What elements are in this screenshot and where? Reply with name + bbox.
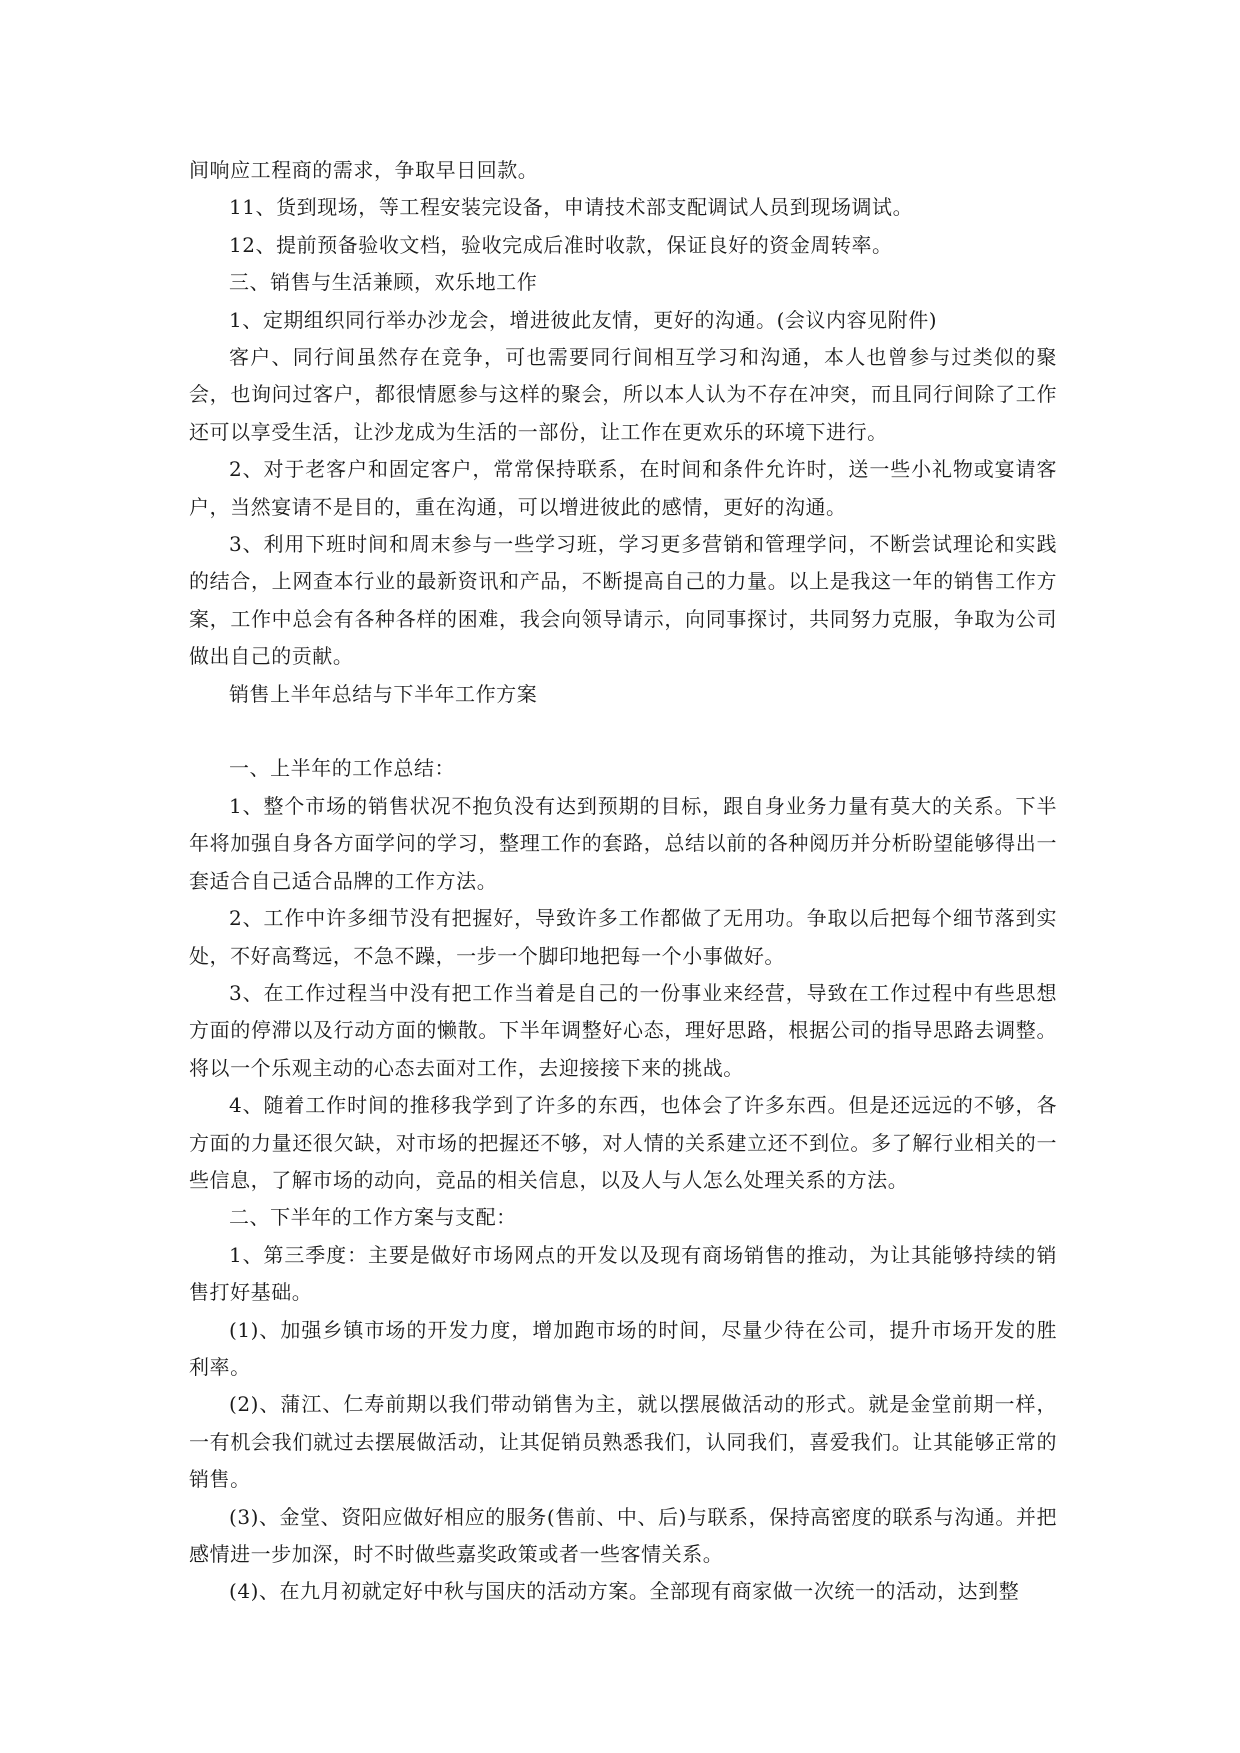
paragraph: 11、货到现场，等工程安装完设备，申请技术部支配调试人员到现场调试。 (229, 195, 914, 220)
section-heading: 一、上半年的工作总结： (229, 756, 456, 781)
paragraph: 3、在工作过程当中没有把工作当着是自己的一份事业来经营，导致在工作过程中有些思想方面的停滞以及行动方面的懒散。下半年调整好心态，理好思路，根据公司的指导思路去调整。将以一个乐观主动的心态去面对工作，去迎接接下来的挑战。 (189, 980, 1057, 1080)
paragraph: 2、对于老客户和固定客户，常常保持联系，在时间和条件允许时，送一些小礼物或宴请客户，当然宴请不是目的，重在沟通，可以增进彼此的感情，更好的沟通。 (189, 457, 1057, 519)
paragraph: 12、提前预备验收文档，验收完成后准时收款，保证良好的资金周转率。 (229, 232, 893, 257)
paragraph: 1、整个市场的销售状况不抱负没有达到预期的目标，跟自身业务力量有莫大的关系。下半年将加强自身各方面学问的学习，整理工作的套路，总结以前的各种阅历并分析盼望能够得出一套适合自己适合品牌的工作方法。 (189, 793, 1057, 893)
paragraph: (3)、金堂、资阳应做好相应的服务(售前、中、后)与联系，保持高密度的联系与沟通。并把感情进一步加深，时不时做些嘉奖政策或者一些客情关系。 (189, 1504, 1057, 1567)
document-body (189, 152, 1057, 1611)
document-title: 销售上半年总结与下半年工作方案 (229, 681, 538, 706)
paragraph: 1、定期组织同行举办沙龙会，增进彼此友情，更好的沟通。(会议内容见附件) (229, 307, 938, 332)
paragraph: (1)、加强乡镇市场的开发力度，增加跑市场的时间，尽量少待在公司，提升市场开发的胜利率。 (189, 1317, 1057, 1379)
paragraph: 客户、同行间虽然存在竞争，可也需要同行间相互学习和沟通，本人也曾参与过类似的聚会，也询问过客户，都很情愿参与这样的聚会，所以本人认为不存在冲突，而且同行间除了工作还可以享受生活，让沙龙成为生活的一部份，让工作在更欢乐的环境下进行。 (189, 345, 1057, 444)
section-heading: 三、销售与生活兼顾，欢乐地工作 (229, 270, 538, 295)
blank-line (189, 713, 1057, 750)
paragraph: 3、利用下班时间和周末参与一些学习班，学习更多营销和管理学问，不断尝试理论和实践的结合，上网查本行业的最新资讯和产品，不断提高自己的力量。以上是我这一年的销售工作方案，工作中总会有各种各样的困难，我会向领导请示，向同事探讨，共同努力克服，争取为公司做出自己的贡献。 (189, 532, 1057, 669)
paragraph: 1、第三季度：主要是做好市场网点的开发以及现有商场销售的推动，为让其能够持续的销售打好基础。 (189, 1242, 1057, 1305)
section-heading: 二、下半年的工作方案与支配： (229, 1205, 517, 1230)
paragraph: (2)、蒲江、仁寿前期以我们带动销售为主，就以摆展做活动的形式。就是金堂前期一样，一有机会我们就过去摆展做活动，让其促销员熟悉我们，认同我们，喜爱我们。让其能够正常的销售。 (189, 1392, 1057, 1492)
paragraph: 4、随着工作时间的推移我学到了许多的东西，也体会了许多东西。但是还远远的不够，各方面的力量还很欠缺，对市场的把握还不够，对人情的关系建立还不到位。多了解行业相关的一些信息，了解市场的动向，竞品的相关信息，以及人与人怎么处理关系的方法。 (189, 1093, 1057, 1192)
paragraph: 2、工作中许多细节没有把握好，导致许多工作都做了无用功。争取以后把每个细节落到实处，不好高骛远，不急不躁，一步一个脚印地把每一个小事做好。 (189, 906, 1057, 968)
paragraph: 间响应工程商的需求，争取早日回款。 (189, 158, 539, 182)
paragraph: (4)、在九月初就定好中秋与国庆的活动方案。全部现有商家做一次统一的活动，达到整 (229, 1579, 1020, 1604)
